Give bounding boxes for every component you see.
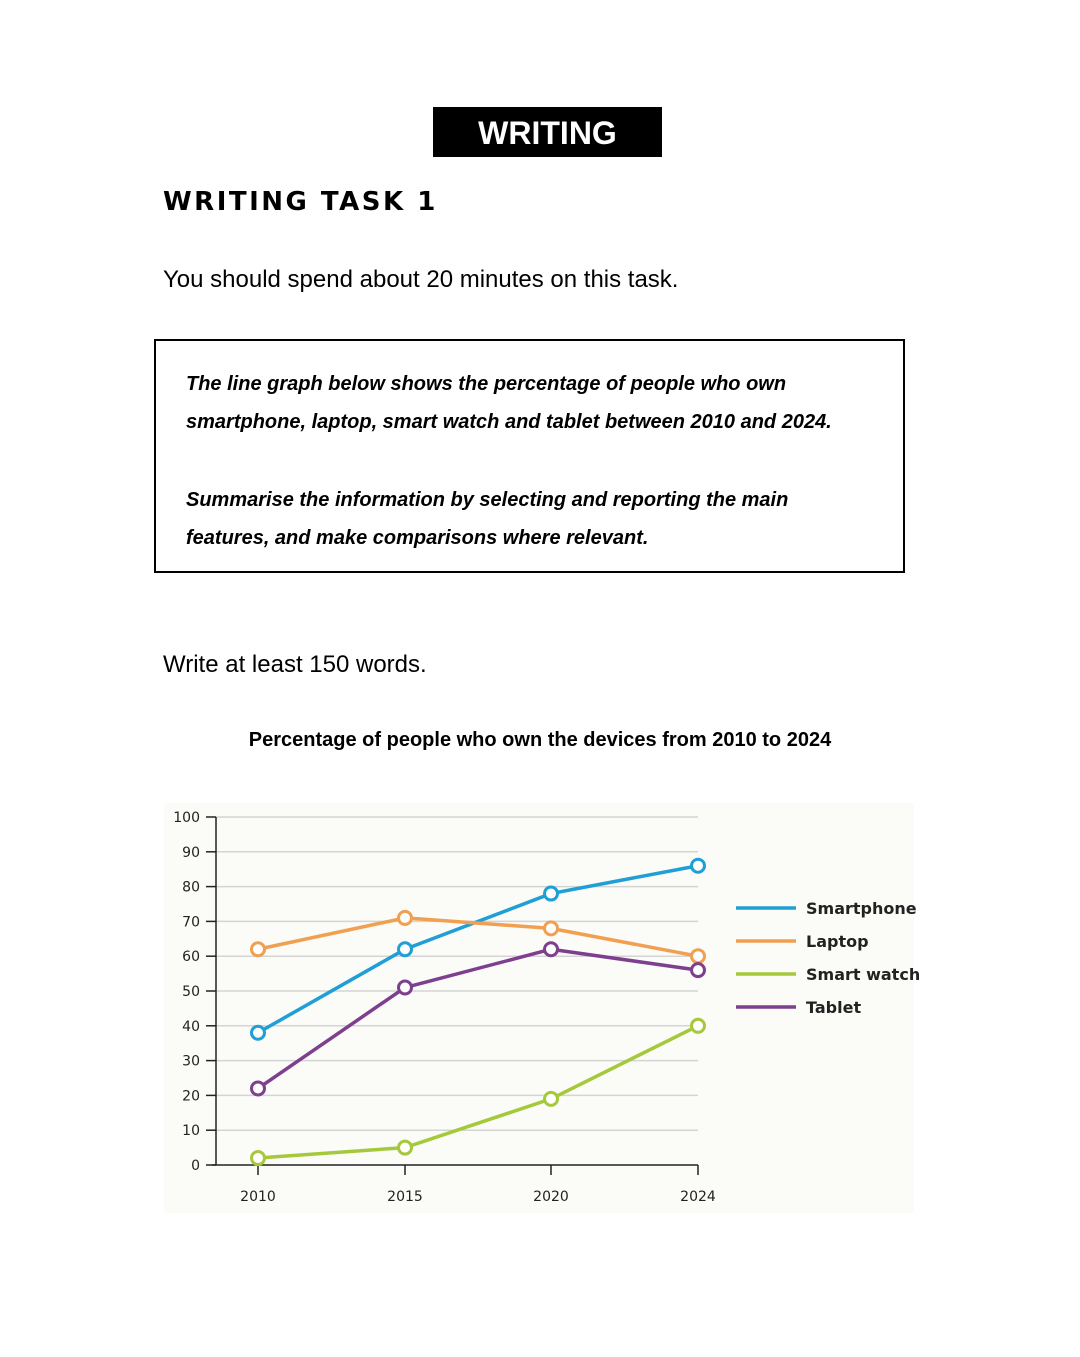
- y-tick-label: 50: [182, 984, 200, 1000]
- section-banner: WRITING: [433, 107, 662, 157]
- data-point: [252, 1082, 265, 1095]
- x-tick-label: 2010: [240, 1189, 276, 1205]
- y-tick-label: 90: [182, 844, 200, 861]
- x-tick-label: 2015: [387, 1189, 423, 1205]
- task-prompt-box: [154, 339, 905, 573]
- data-point: [399, 981, 412, 994]
- chart-title: Percentage of people who own the devices from 2010 to 2024: [248, 729, 832, 751]
- prompt-line: Summarise the information by selecting and reporting the main: [186, 489, 789, 511]
- y-tick-label: 20: [182, 1088, 200, 1105]
- data-point: [252, 1026, 265, 1039]
- data-point: [692, 964, 705, 977]
- data-point: [545, 922, 558, 935]
- prompt-paragraph-2: [186, 481, 906, 557]
- prompt-line: The line graph below shows the percentage of people who own: [186, 373, 787, 395]
- prompt-line: smartphone, laptop, smart watch and tablet between 2010 and 2024.: [186, 411, 832, 433]
- data-point: [545, 1092, 558, 1105]
- y-tick-label: 60: [182, 949, 200, 966]
- data-point: [692, 950, 705, 963]
- data-point: [252, 943, 265, 956]
- data-point: [545, 887, 558, 900]
- data-point: [545, 943, 558, 956]
- data-point: [692, 859, 705, 872]
- y-tick-label: 100: [173, 810, 200, 826]
- chart-background: [164, 803, 914, 1213]
- data-point: [399, 911, 412, 924]
- legend-label: Tablet: [806, 998, 862, 1017]
- word-count-instruction: Write at least 150 words.: [163, 651, 427, 678]
- data-point: [692, 1019, 705, 1032]
- data-point: [399, 1141, 412, 1154]
- x-tick-label: 2020: [533, 1189, 569, 1205]
- task-heading: WRITING TASK 1: [163, 187, 438, 217]
- y-tick-label: 70: [182, 914, 200, 931]
- prompt-paragraph-1: [186, 365, 906, 441]
- legend-label: Smartphone: [806, 899, 917, 918]
- data-point: [399, 943, 412, 956]
- chart-title-wrap: [0, 729, 1080, 752]
- data-point: [252, 1152, 265, 1165]
- legend-label: Smart watch: [806, 965, 921, 984]
- legend-label: Laptop: [806, 932, 869, 951]
- y-tick-label: 0: [191, 1158, 200, 1174]
- x-tick-label: 2024: [680, 1189, 716, 1205]
- y-tick-label: 30: [182, 1053, 200, 1070]
- y-tick-label: 40: [182, 1018, 200, 1035]
- time-instruction: You should spend about 20 minutes on this task.: [163, 266, 679, 293]
- y-tick-label: 80: [182, 879, 200, 896]
- line-chart: [150, 795, 930, 1225]
- y-tick-label: 10: [182, 1123, 200, 1140]
- prompt-line: features, and make comparisons where relevant.: [186, 527, 649, 549]
